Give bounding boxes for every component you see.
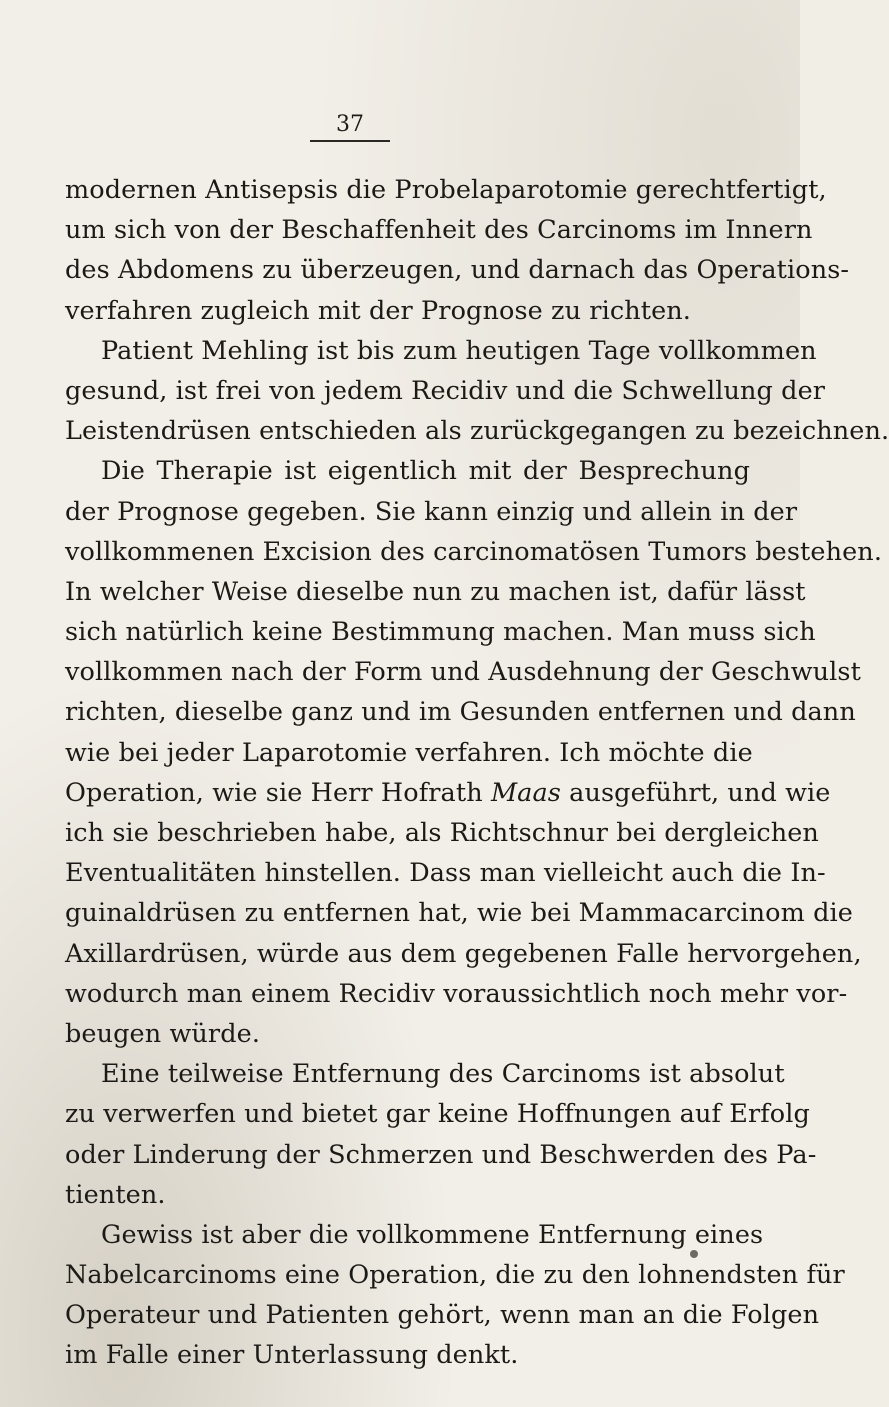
text-line: der Prognose gegeben. Sie kann einzig und allein in der [65,496,798,527]
text-line: um sich von der Beschaffenheit des Carcinoms im Innern [65,215,813,246]
text-line: verfahren zugleich mit der Prognose zu richten. [65,295,692,326]
body-text [65,170,889,1376]
text-line: Patient Mehling ist bis zum heutigen Tage vollkommen [101,335,817,366]
text-line: ich sie beschrieben habe, als Richtschnur bei dergleichen [65,818,819,848]
text-line: Eventualitäten hinstellen. Dass man vielleicht auch die In- [65,858,826,889]
text-line: beugen würde. [65,1018,261,1049]
text-line: oder Linderung der Schmerzen und Beschwerden des Pa- [65,1139,817,1170]
text-line: sich natürlich keine Bestimmung machen. Man muss sich [65,617,816,648]
text-line: Axillardrüsen, würde aus dem gegebenen Falle hervorgehen, [65,938,862,969]
text-line: In welcher Weise dieselbe nun zu machen ist, dafür lässt [65,576,806,607]
text-line: Operateur und Patienten gehört, wenn man an die Folgen [65,1300,820,1331]
ink-spot [690,1250,698,1258]
author-name: Maas [490,777,561,808]
text-line: richten, dieselbe ganz und im Gesunden entfernen und dann [65,697,856,728]
text-line: Operation, wie sie Herr Hofrath Maas ausgeführt, und wie [65,777,831,808]
text-line: wie bei jeder Laparotomie verfahren. Ich möchte die [65,737,753,768]
text-line: im Falle einer Unterlassung denkt. [65,1340,519,1371]
text-line: Die Therapie ist eigentlich mit der Besprechung [101,456,750,487]
text-line: gesund, ist frei von jedem Recidiv und die Schwellung der [65,375,826,406]
text-line: zu verwerfen und bietet gar keine Hoffnungen auf Erfolg [65,1099,810,1130]
text-line: Leistendrüsen entschieden als zurückgegangen zu bezeichnen. [65,416,889,447]
page-number: 37 [310,112,390,142]
text-line: vollkommen nach der Form und Ausdehnung der Geschwulst [65,657,861,688]
text-line: Eine teilweise Entfernung des Carcinoms ist absolut [101,1059,785,1090]
text-line: vollkommenen Excision des carcinomatösen Tumors bestehen. [65,536,883,567]
text-line: tienten. [65,1179,166,1210]
text-line: modernen Antisepsis die Probelaparotomie gerechtfertigt, [65,175,827,205]
text-line: Nabelcarcinoms eine Operation, die zu den lohnendsten für [65,1260,845,1291]
text-line: des Abdomens zu überzeugen, und darnach das Operations- [65,255,850,286]
text-line: guinaldrüsen zu entfernen hat, wie bei Mammacarcinom die [65,898,853,929]
text-line: Gewiss ist aber die vollkommene Entfernung eines [101,1219,764,1250]
text-line: wodurch man einem Recidiv voraussichtlich noch mehr vor- [65,978,848,1009]
